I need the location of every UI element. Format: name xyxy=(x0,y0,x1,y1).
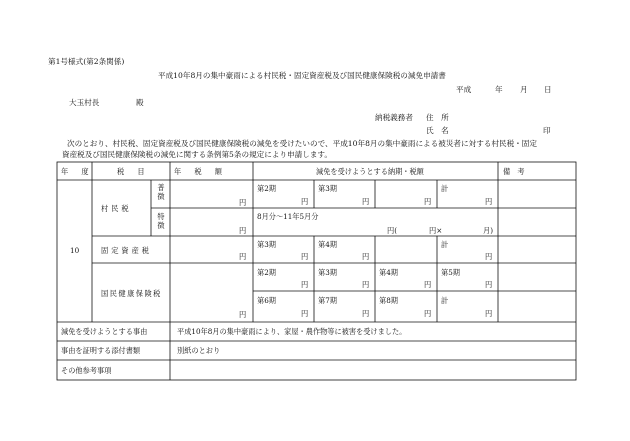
attachment-label: 事由を証明する添付書類 xyxy=(61,346,141,355)
addressee: 大玉村長 xyxy=(69,98,100,107)
header-fiscal-year: 年 度 xyxy=(61,167,92,176)
taxpayer-label: 納税義務者 xyxy=(375,113,413,122)
header-tax-item: 税 目 xyxy=(117,167,148,176)
village-special-formula-times: 円× xyxy=(429,226,443,235)
village-total-yen: 円 xyxy=(485,197,493,206)
health-period-7-label: 第7期 xyxy=(318,296,337,305)
health-period-4-label: 第4期 xyxy=(379,268,398,277)
seal-mark: 印 xyxy=(543,126,551,135)
health-period-6-yen: 円 xyxy=(301,309,309,318)
header-remarks-text: 備 考 xyxy=(503,167,525,176)
village-period-3-yen: 円 xyxy=(362,197,370,206)
village-ordinary-annual-yen: 円 xyxy=(239,198,247,207)
fixed-asset-tax-label: 固定資産税 xyxy=(101,246,152,255)
header-tax-amount: 年 税 額 xyxy=(174,167,225,176)
health-period-4-yen: 円 xyxy=(424,280,432,289)
health-total-label: 計 xyxy=(441,296,449,305)
date-era: 平成 xyxy=(456,85,472,94)
health-period-3-yen: 円 xyxy=(362,280,370,289)
village-tax-label: 村民税 xyxy=(101,204,132,213)
fixed-asset-period-4-yen: 円 xyxy=(362,252,370,261)
body-text-line-2: 資産税及び国民健康保険税の減免に関する条例第5条の規定により申請します。 xyxy=(62,150,333,159)
reason-label: 減免を受けようとする事由 xyxy=(61,327,148,336)
village-period-2-label: 第2期 xyxy=(257,184,276,193)
other-label: その他参考事項 xyxy=(61,366,112,375)
body-text-line-1: 次のとおり、村民税、固定資産税及び国民健康保険税の減免を受けたいので、平成10年8月の集中豪雨による被災者に対する村民税・固定 xyxy=(67,139,537,148)
name-label: 氏 名 xyxy=(426,126,449,135)
village-tax-special-label: 特徴 xyxy=(157,212,165,230)
header-remarks xyxy=(503,167,571,176)
addressee-suffix: 殿 xyxy=(136,98,144,107)
address-label: 住 所 xyxy=(426,113,449,122)
health-period-8-yen: 円 xyxy=(424,309,432,318)
village-special-formula-close: 月) xyxy=(483,226,493,235)
form-number: 第1号様式(第2条関係) xyxy=(48,57,125,66)
village-period-2-yen: 円 xyxy=(301,197,309,206)
health-period-3-label: 第3期 xyxy=(318,268,337,277)
health-period-2-yen: 円 xyxy=(301,280,309,289)
health-total-yen: 円 xyxy=(485,309,493,318)
fixed-asset-total-yen: 円 xyxy=(485,252,493,261)
village-special-annual-yen: 円 xyxy=(239,226,247,235)
form-title: 平成10年8月の集中豪雨による村民税・固定資産税及び国民健康保険税の減免申請書 xyxy=(158,71,446,80)
fixed-asset-period-4-label: 第4期 xyxy=(318,240,337,249)
village-period-4-yen: 円 xyxy=(424,197,432,206)
village-period-3-label: 第3期 xyxy=(318,184,337,193)
health-period-5-label: 第5期 xyxy=(441,268,460,277)
fiscal-year-value: 10 xyxy=(70,246,80,255)
date-day-unit: 日 xyxy=(544,85,552,94)
health-period-2-label: 第2期 xyxy=(257,268,276,277)
fixed-asset-annual-yen: 円 xyxy=(239,252,247,261)
village-tax-ordinary-label: 普徴 xyxy=(157,183,165,201)
health-annual-yen: 円 xyxy=(239,310,247,319)
reason-value: 平成10年8月の集中豪雨により、家屋・農作物等に被害を受けました。 xyxy=(177,327,407,336)
health-period-7-yen: 円 xyxy=(362,309,370,318)
health-period-5-yen: 円 xyxy=(485,280,493,289)
date-month-unit: 月 xyxy=(520,85,528,94)
health-period-6-label: 第6期 xyxy=(257,296,276,305)
village-special-formula-open: 円( xyxy=(387,226,397,235)
fixed-asset-period-3-yen: 円 xyxy=(301,252,309,261)
attachment-value: 別紙のとおり xyxy=(177,346,221,355)
fixed-asset-period-3-label: 第3期 xyxy=(257,240,276,249)
header-reduction-amount: 減免を受けようとする納期・税額 xyxy=(316,167,424,176)
village-total-label: 計 xyxy=(441,184,449,193)
health-insurance-tax-label: 国民健康保険税 xyxy=(101,289,162,298)
health-period-8-label: 第8期 xyxy=(379,296,398,305)
village-special-period-range: 8月分～11年5月分 xyxy=(257,212,319,221)
fixed-asset-total-label: 計 xyxy=(441,240,449,249)
date-year-unit: 年 xyxy=(495,85,503,94)
